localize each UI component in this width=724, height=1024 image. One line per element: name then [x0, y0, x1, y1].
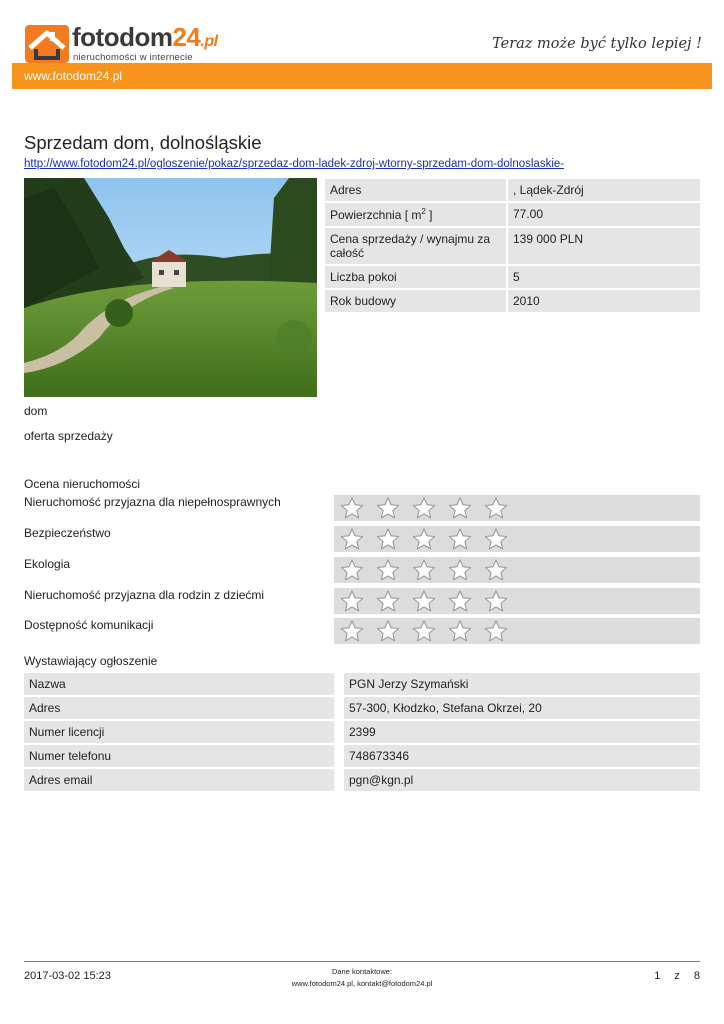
rating-row [24, 588, 700, 614]
seller-table [24, 671, 700, 793]
rating-row [24, 495, 700, 521]
star-icon[interactable] [446, 527, 474, 551]
prop-label-rooms: Liczba pokoi [325, 266, 506, 288]
property-details-table [325, 177, 700, 314]
star-icon[interactable] [482, 619, 510, 643]
prop-label-price: Cena sprzedaży / wynajmu za całość [325, 228, 506, 264]
rating-stars-box [334, 618, 700, 644]
star-icon[interactable] [338, 527, 366, 551]
star-icon[interactable] [410, 527, 438, 551]
prop-value-area: 77.00 [506, 203, 700, 226]
seller-label-name: Nazwa [24, 673, 334, 695]
star-icon[interactable] [446, 496, 474, 520]
footer-contact [0, 966, 724, 990]
rating-row [24, 526, 700, 552]
star-icon[interactable] [482, 558, 510, 582]
rating-label: Bezpieczeństwo [24, 526, 111, 540]
table-row [24, 769, 700, 791]
star-icon[interactable] [374, 558, 402, 582]
table-row [325, 290, 700, 312]
star-icon[interactable] [446, 619, 474, 643]
page-title: Sprzedam dom, dolnośląskie [24, 132, 262, 153]
seller-value-address: 57-300, Kłodzko, Stefana Okrzei, 20 [334, 697, 700, 719]
table-row [24, 673, 700, 695]
footer-contact-label: Dane kontaktowe: [331, 967, 393, 976]
site-link[interactable]: www.fotodom24.pl [24, 69, 123, 83]
logo-subtitle: nieruchomości w internecie [73, 52, 193, 63]
star-icon[interactable] [338, 496, 366, 520]
star-icon[interactable] [410, 619, 438, 643]
rating-stars-box [334, 557, 700, 583]
star-icon[interactable] [446, 558, 474, 582]
prop-value-price: 139 000 PLN [506, 228, 700, 264]
star-icon[interactable] [374, 496, 402, 520]
table-row [325, 228, 700, 264]
star-icon[interactable] [338, 619, 366, 643]
page-number: 1 z 8 [654, 970, 700, 982]
star-icon[interactable] [410, 558, 438, 582]
table-row [24, 697, 700, 719]
rating-label: Nieruchomość przyjazna dla niepełnosprawnych [24, 495, 281, 509]
rating-label: Nieruchomość przyjazna dla rodzin z dziećmi [24, 588, 265, 602]
rating-row [24, 557, 700, 583]
prop-label-year: Rok budowy [325, 290, 506, 312]
footer-date: 2017-03-02 15:23 [24, 970, 111, 982]
prop-value-year: 2010 [506, 290, 700, 312]
seller-label-address: Adres [24, 697, 334, 719]
star-icon[interactable] [410, 496, 438, 520]
rating-label: Ekologia [24, 557, 71, 571]
slogan: Teraz może być tylko lepiej ! [492, 36, 702, 52]
star-icon[interactable] [446, 589, 474, 613]
table-row [325, 266, 700, 288]
offer-type: oferta sprzedaży [24, 429, 113, 443]
house-logo-icon [24, 24, 70, 64]
property-photo [24, 178, 317, 397]
star-icon[interactable] [338, 589, 366, 613]
seller-label-license: Numer licencji [24, 721, 334, 743]
rating-stars-box [334, 588, 700, 614]
star-icon[interactable] [338, 558, 366, 582]
seller-label-email: Adres email [24, 769, 334, 791]
logo[interactable] [24, 22, 218, 68]
prop-label-area: Powierzchnia [ $m^2$ ] [325, 203, 506, 226]
logo-wordmark: fotodom24.pl [72, 22, 218, 52]
seller-label-phone: Numer telefonu [24, 745, 334, 767]
table-row [325, 203, 700, 226]
star-icon[interactable] [374, 619, 402, 643]
seller-value-license: 2399 [334, 721, 700, 743]
star-icon[interactable] [482, 527, 510, 551]
rating-label: Dostępność komunikacji [24, 618, 154, 632]
star-icon[interactable] [482, 589, 510, 613]
rating-stars-box [334, 526, 700, 552]
seller-value-name: PGN Jerzy Szymański [334, 673, 700, 695]
footer-contact-links[interactable]: www.fotodom24.pl, kontakt@fotodom24.pl [291, 979, 433, 988]
prop-label-address: Adres [325, 179, 506, 201]
star-icon[interactable] [374, 527, 402, 551]
star-icon[interactable] [410, 589, 438, 613]
seller-value-email[interactable]: pgn@kgn.pl [334, 769, 700, 791]
rating-row [24, 618, 700, 644]
seller-section-title: Wystawiający ogłoszenie [24, 654, 158, 668]
table-row [24, 721, 700, 743]
star-icon[interactable] [374, 589, 402, 613]
listing-url-link[interactable]: http://www.fotodom24.pl/ogloszenie/pokaz/sprzedaz-dom-ladek-zdroj-wtorny-sprzedam-dom-dolnoslaskie- [24, 158, 565, 170]
star-icon[interactable] [482, 496, 510, 520]
prop-value-rooms: 5 [506, 266, 700, 288]
property-type: dom [24, 404, 48, 418]
prop-value-address: , Lądek-Zdrój [506, 179, 700, 201]
seller-value-phone[interactable]: 748673346 [334, 745, 700, 767]
header-bar [12, 63, 712, 89]
table-row [24, 745, 700, 767]
footer-divider [24, 961, 700, 962]
rating-stars-box [334, 495, 700, 521]
table-row [325, 179, 700, 201]
rating-section-title: Ocena nieruchomości [24, 477, 141, 491]
